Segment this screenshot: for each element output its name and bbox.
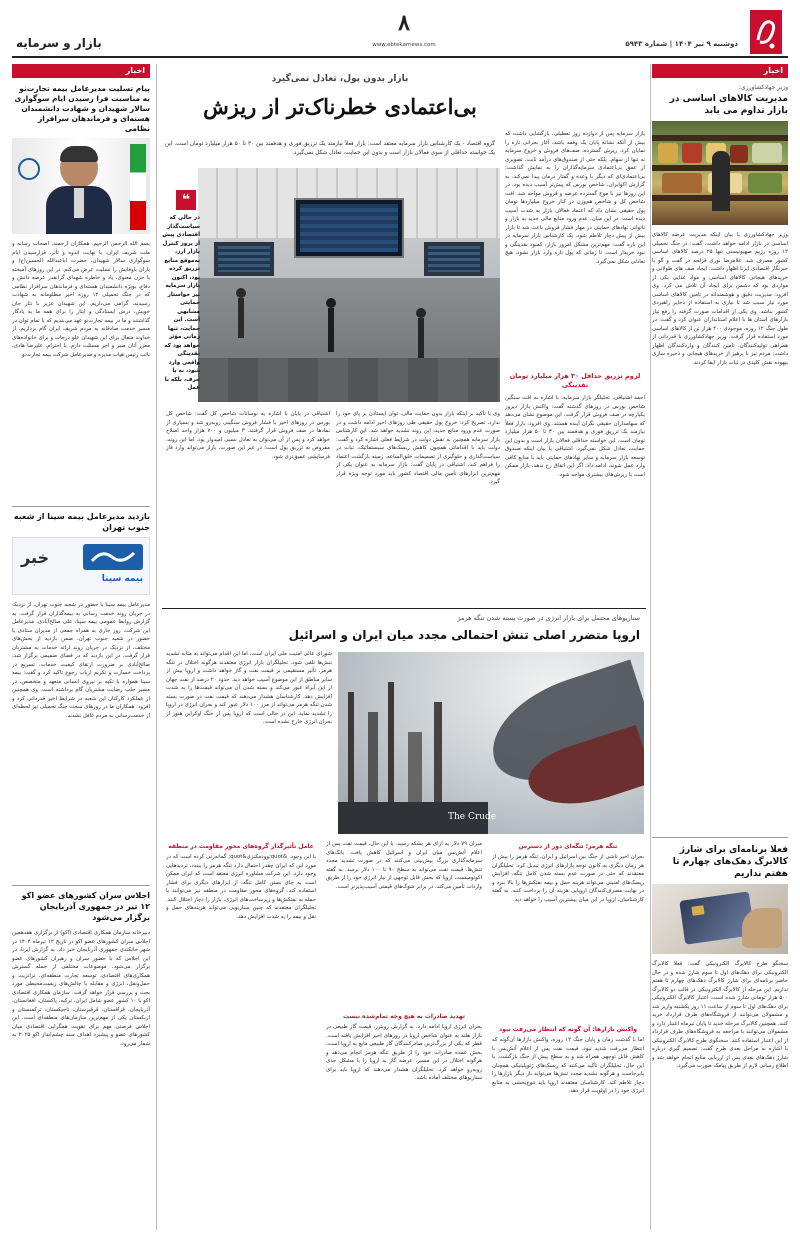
main-article-lead: گروه اقتصاد - یک کارشناس بازار سرمایه معتقد است: بازار فعلاً نیازمند یک تزریق فوری و هدفمند بین ۳۰ تا ۵۰ هزار میلیارد تومان است. این یک خواسته حداقلی از سوی فعالان بازار است و بدون این حمایت، تعادل شکل نمی‌گیرد. — [165, 141, 495, 156]
second-article-body3: میزان ۷۹ دلار به ازای هر بشکه رسید. با این حال، قیمت نفت پس از اعلام آتش‌بس میان ایران و اسرائیل کاهش یافت. بانک‌های سرمایه‌گذاری بزرگ پیش‌بینی می‌کنند که در صورت تشدید مجدد تنش‌ها، قیمت نفت می‌تواند به سطح ۹۰ تا ۱۰۰ دلار برسد. به گفته اکونومیست، اروپا که بخش قابل توجهی از نیاز انرژی خود را از طریق واردات تأمین می‌کند، در برابر شوک‌های قیمتی آسیب‌پذیرتر است. — [326, 841, 482, 890]
left-item1-title: پیام تسلیت مدیرعامل بیمه تجارت‌نو به مناسبت فرا رسیدن ایام سوگواری سالار شهیدان و شهادت دانشمندان هسته‌ای و فرماندهان سرافراز نظامی — [14, 84, 150, 133]
energy-photo-caption: The Crude — [448, 812, 497, 822]
right-divider — [652, 837, 788, 838]
right-item1-kicker: وزیر جهادکشاورزی: — [738, 84, 788, 91]
right-item2-body: سخنگو طرح کالابرگ الکترونیکی گفت: فعلا کالابرگ الکترونیکی برای دهک‌های اول تا سوم شارژ شده و در حال حاضر برنامه‌ای برای شارژ کالابرگ دهک‌های چهارم تا هفتم نداریم. این مرحله از کالابرگ الکترونیکی در قالب دو کالابرگ ۵۰۰ هزار تومانی شارژ شده است. اعتبار کالابرگ الکترونیکی برای دهک‌های اول تا سوم از ساعت ۱۱ روز یکشنبه واریز شد و مشمولان می‌توانند از فروشگاه‌های طرف قرارداد خرید کنند. همچنین کالابرگ مرحله جدید تا پایان تیرماه اعتبار دارد و مشمولان می‌توانند با مراجعه به فروشگاه‌های طرف قرارداد از این اعتبار استفاده کنند. سخنگوی طرح کالابرگ الکترونیکی با اشاره به مراحل بعدی طرح گفت: تصمیم گیری درباره شارژ دهک‌های بعدی پس از ارزیابی منابع انجام خواهد شد و اطلاع رسانی لازم از طریق پیامک صورت می‌گیرد. — [652, 961, 788, 1069]
main-article-body4-text: اشتیاقی در پایان با اشاره به نوسانات شاخص کل گفت: شاخص کل بورس در روزهای اخیر با فشار فروش سنگینی روبه‌رو شد و بسیاری از نمادها در صف فروش قرار گرفتند. ۳ میلیون و ۷۰۰ هزار واحد اصلاح خواهد کرد و پس از آن می‌توان به تعادل نسبی امیدوار بود. اما این روند، مفروض به تزریق پول است؛ در غیر این صورت، بازار می‌تواند وارد فاز فرسایشی عمیق‌تری شود. — [166, 411, 330, 460]
dateline: دوشنبه ۹ تیر ۱۴۰۴ | شماره ۵۹۴۳ — [625, 40, 738, 48]
main-article-body3 — [336, 410, 500, 552]
second-article-body1 — [166, 650, 332, 836]
second-subhead-1: عامل تأثیرگذار گروه‌های محور مقاومت در منطقه — [168, 843, 314, 850]
left-column — [12, 64, 150, 1230]
sina-logo-word: خبر — [21, 548, 50, 567]
second-subhead-2: تهدید صادرات به هیچ وجه تمام‌شده نیست — [342, 1013, 466, 1020]
second-article-headline: اروپا متضرر اصلی تنش احتمالی مجدد میان ایران و اسرائیل — [288, 628, 640, 642]
second-article-body2: با این وجود، &quot;وودمکنزی&quot; گمانه‌زنی کرده است که در مورد این که ایران چقدر احتمال دارد تنگه هرمز را ببندد، تردیدهایی وجود دارد. این شرکت مشاوره انرژی معتقد است که ایران ممکن است به جای بستن کامل تنگه، از ابزارهای دیگری برای فشار استفاده کند. گروه‌های محور مقاومت در منطقه نیز می‌توانند با حمله به نفتکش‌ها و زیرساخت‌های انرژی، بازار را دچار اختلال کنند. تحلیلگران معتقدند که چنین سناریویی می‌تواند هزینه‌های حمل و نقل و بیمه را به شدت افزایش دهد. — [166, 854, 316, 920]
energy-tanker-photo — [338, 652, 644, 834]
left-item3-body: دبیرخانه سازمان همکاری اقتصادی (اکو) از برگزاری هفدهمین اجلاس سران کشورهای عضو اکو در تاریخ ۱۲ تیرماه ۱۴۰۴ در شهر خانکندی جمهوری آذربایجان خبر داد. به گزارش ایرنا، در این اجلاس که با حضور سران و رهبران کشورهای عضو برگزار می‌شود، موضوعات مختلفی از جمله گسترش همکاری‌های اقتصادی، توسعه تجارت منطقه‌ای، ترانزیت و حمل‌ونقل، انرژی و مقابله با چالش‌های زیست‌محیطی مورد بحث و بررسی قرار خواهد گرفت. سازمان همکاری اقتصادی اکو با ۱۰ کشور عضو شامل ایران، ترکیه، پاکستان، افغانستان، آذربایجان، قزاقستان، قرقیزستان، تاجیکستان، ترکمنستان و ازبکستان یکی از مهم‌ترین سازمان‌های منطقه‌ای است. این اجلاس فرصتی مهم برای تقویت همگرایی اقتصادی میان کشورهای عضو و پیشبرد اهداف سند چشم‌انداز اکو ۲۰۲۵ به شمار می‌رود. — [12, 930, 150, 1047]
right-item1-body: وزیر جهادکشاورزی با بیان اینکه مدیریت عرضه کالاهای اساسی در بازار ادامه خواهد داشت، گفت: در جنگ تحمیلی ۱۲ روزه رژیم صهیونیستی تنها ۲۵ درصد کالاهای اساسی کشور مصرف شد. غلامرضا نوری قزلجه در گفت و گو با خبرنگار اقتصادی ایرنا اظهار داشت: ایجاد صف های طولانی و خریدهای هیجانی کالاهای اساسی و مواد غذایی یکی از مواردی بود که دشمن برای ایجاد آن تلاش می کرد. وی افزود: مدیریت دقیق و هوشمندانه در تامین کالاهای اساسی مورد نیاز سبب شد تا نیازی به استفاده از ذخایر راهبردی کشور نباشد. وی یکی از اقدامات صورت گرفته را رفع نیاز بازارهای استان ها با اعلام استانداران عنوان کرد و گفت: در طول جنگ ۱۲ روزه، موجودی ۴۰۰ هزار تن از کالاهای اساسی مورد استفاده قرار گرفت. وزیر جهادکشاورزی با قدردانی از همراهی تولیدکنندگان، تامین کنندگان و واردکنندگان اظهار داشت: مردم نیز با پرهیز از خریدهای هیجانی و ذخیره سازی بیهوده نقش کلیدی در ثبات بازار ایفا کردند. — [652, 232, 788, 366]
left-item2-body: مدیرعامل بیمه سینا با حضور در شعبه جنوب تهران، از نزدیک در جریان روند خدمت رسانی به بیمه‌گذاران قرار گرفت. به گزارش روابط عمومی بیمه سینا، علی صالح‌آبادی، مدیرعامل این شرکت، روز جاری به همراه جمعی از مدیران ستادی با حضور در شعبه جنوب تهران، ضمن بازدید از بخش‌های مختلف، از نزدیک در جریان روند ارائه خدمات به مشتریان قرار گرفت. در این بازدید که در فضای صمیمی برگزار شد، صالح‌آبادی بر ضرورت ارتقای کیفیت خدمات، تسریع در پرداخت خسارت و تکریم ارباب رجوع تاکید کرد و گفت: بیمه سینا همواره با تکیه بر نیروی انسانی متعهد و متخصص، در مسیر جلب رضایت مشتریان گام برداشته است. وی همچنین از عملکرد کارکنان این شعبه در شرایط اخیر قدردانی کرد و افزود: همکاران ما در روزهای سخت جنگ تحمیلی نیز لحظه‌ای از خدمت‌رسانی به مردم غافل نشدند. — [12, 602, 150, 719]
left-item3-title: اجلاس سران کشورهای عضو اکو ۱۲ تیر در جمهوری آذربایجان برگزار می‌شود — [21, 891, 150, 922]
left-item2-title: بازدید مدیرعامل بیمه سینا از شعبه جنوب تهران — [13, 512, 150, 532]
page-number: ۸ — [398, 10, 410, 36]
website-url[interactable]: www.ebtekarnews.com — [372, 42, 436, 48]
main-article-body4 — [166, 410, 330, 552]
ceo-portrait — [12, 138, 150, 234]
masthead-rule — [12, 56, 788, 58]
second-article-body6: اما با گذشت زمان و پایان جنگ ۱۲ روزه، واکنش بازارها آن‌گونه که انتظار می‌رفت شدید نبود. قیمت نفت پس از اعلام آتش‌بس با کاهش قابل توجهی همراه شد و به سطح پیش از جنگ بازگشت. با این حال، تحلیلگران تأکید می‌کنند که ریسک‌های ژئوپلیتیکی همچنان پابرجاست و هرگونه تشدید مجدد تنش‌ها می‌تواند بار دیگر بازارها را دچار تلاطم کند. کارشناسان معتقدند اروپا باید تنوع‌بخشی به منابع انرژی خود را در اولویت قرار دهد. — [492, 1037, 644, 1094]
main-sidebar-quote: در حالی که سیاست‌گذار اقتصادی پیش از بروز کنترل بازار ارز، به‌موقع منابع تزریق کرده بود، اکنون بازار سرمایه نیز خواستار حمایتی مشابهی است. این حمایت، تنها زمانی مؤثر خواهد بود که نقدینگی واقعی وارد شود، نه با حرف، بلکه با عمل — [162, 215, 200, 391]
main-article-pullquote: لزوم تزریق حداقل ۳۰ هزار میلیارد تومان نقدینگی — [509, 372, 641, 389]
second-article-body1-text: شوراى عالى امنيت ملى ايران است، اما اين اقدام مى‌تواند به مثابه تشديد تنش‌ها تلقى شود. تحليلگران بازار انرژى معتقدند هرگونه اختلال در تنگه هرمز، تأثير مستقيمى بر قيمت نفت و گاز خواهد داشت و اروپا بيش از ساير مناطق از اين موضوع آسيب خواهد ديد. حدود ۲۰ درصد از نفت جهان از اين آبراه عبور مى‌كند و بسته شدن آن مى‌تواند قيمت‌ها را به شدت افزايش دهد. كارشناسان هشدار مى‌دهند كه قيمت نفت در صورت بسته شدن تنگه هرمز مى‌تواند از مرز ۱۰۰ دلار عبور كند و بحران انرژى در اروپا را تشديد نمايد. اين در حالى است كه اروپا پس از جنگ اوكراين هنوز از بحران انرژى خارج نشده است. — [166, 651, 332, 725]
second-article-body4: بحران انرژی اروپا ادامه دارد. به گزارش رویترز، قیمت گاز طبیعی در بازار هلند به عنوان شاخص اروپا در روزهای اخیر افزایش یافته است. قطر که یکی از بزرگ‌ترین صادرکنندگان گاز طبیعی مایع به اروپا است، بخش عمده صادرات خود را از طریق تنگه هرمز انجام می‌دهد و هرگونه اختلال در این مسیر، عرضه گاز به اروپا را با مشکل جدی روبه‌رو خواهد کرد. تحلیلگران هشدار می‌دهند که اروپا باید برای سناریوهای مختلف آماده باشد. — [326, 1024, 482, 1081]
sina-insurance-logo — [12, 537, 150, 595]
section-title: بازار و سرمایه — [16, 36, 102, 50]
stock-exchange-photo — [198, 168, 500, 402]
left-news-tag: اخبار — [12, 64, 150, 78]
main-article-body1 — [505, 130, 645, 370]
main-article-body2-text: احمد اشتیاقی، تحلیلگر بازار سرمایه، با اشاره به افت سنگین شاخص بورس در روزهای گذشته گفت: واکنش بازار دیروز یکپارچه در صف فروش قرار گرفت. این موضوع نشان می‌دهد که سهامداران حقیقی نگران آینده هستند. وی افزود: بازار فعلاً نیازمند یک تزریق فوری و هدفمند بین ۳۰ تا ۵۰ هزار میلیارد تومان است. این خواسته حداقلی فعالان بازار است و بدون این حمایت، تعادل شکل نمی‌گیرد. اشتیاقی با بیان اینکه صندوق توسعه بازار سرمایه و سایر نهادهای حمایتی باید با منابع کافی وارد عمل شوند، ادامه داد: اگر این اتفاق رخ ندهد، بازار ممکن است با ریزش‌های بیشتری مواجه شود. — [505, 395, 645, 478]
left-column-rule — [156, 64, 157, 1230]
second-article-body5: بحران اخیر ناشی از جنگ بین اسرائیل و ایران، تنگه هرمز را بیش از هر زمان دیگری به کانون توجه بازارهای انرژی تبدیل کرد. تحلیلگران معتقدند که حتی در صورت عدم بسته شدن کامل تنگه، افزایش ریسک‌های امنیتی می‌تواند هزینه حمل و بیمه نفتکش‌ها را بالا ببرد و در نهایت مصرف‌کنندگان اروپایی هزینه آن را پرداخت کنند. به گفته کارشناسان، اروپا در این میان بیشترین آسیب را خواهد دید. — [492, 854, 644, 903]
right-news-tag: اخبار — [652, 64, 788, 78]
left-item1-body: بسم الله الرحمن الرحیم. همکاران ارجمند، اصحاب رسانه و ملت شریف ایران. با نهایت اندوه و تأثر، فرارسیدن ایام سوگواری سالار شهیدان، حضرت اباعبدالله الحسین(ع) و یاران باوفایش را تسلیت عرض می‌کنم. در این روزهای آمیخته با حزن معنوی، یاد و خاطره شهدای گرانقدر عرصه دانش و دفاع، بویژه دانشمندان هسته‌ای و فرماندهان سرافراز نظامی که در جنگ تحمیلی ۱۲ روزه اخیر مظلومانه به شهادت رسیدند، گرامی می‌داریم. این شهیدان عزیز با نثار جان خویش، درس ایستادگی و ایثار را برای همه ما به یادگار گذاشتند و ما در بیمه تجارت‌نو عهد می‌بندیم که با تمام توان در مسیر خدمت صادقانه به مردم شریف ایران گام برداریم. از خداوند متعال برای این شهیدان علو درجات و برای خانواده‌های معزز آنان صبر و اجر مسئلت دارم. با احترام، علیرضا هادی، نائب رئیس هیات مدیره و مدیرعامل شرکت بیمه تجارت‌نو — [12, 241, 150, 358]
right-column — [652, 64, 788, 1230]
sina-logo-text: بیمه سینا — [101, 574, 143, 584]
second-subhead-3: تنگه هرمز؛ تنگه‌ای دور از دسترس — [518, 843, 618, 850]
main-article-headline: بی‌اعتمادی خطرناک‌تر از ریزش — [203, 94, 477, 119]
masthead — [0, 0, 800, 60]
masthead-logo — [750, 10, 782, 54]
ebtekar-logo-icon — [750, 10, 782, 54]
sina-brand-icon — [83, 544, 143, 570]
main-article-kicker: بازار بدون پول، تعادل نمی‌گیرد — [271, 74, 409, 84]
right-item1-title: مدیریت کالاهای اساسی در بازار تداوم می یابد — [669, 94, 788, 116]
card-payment-image — [652, 884, 788, 954]
main-article-body1-text: بازار سرمایه پس از دوازده روز تعطیلی، بازگشایی داشت که بیش از آنکه نشانه پایان یک وقفه باشد، آغاز بحرانی تازه را نمایان کرد. ریزش گسترده، صف‌های فروش و خروج سرمایه نه تنها از سهام، بلکه حتی از صندوق‌های درآمد ثابت، تصویری از عمق بی‌اعتمادی سرمایه‌گذاران را به نمایش گذاشت؛ بی‌اعتمادی‌ای که دیگر با وعده و گفتار درمان پیدا نمی‌کند. به گزارش اکوایران، شاخص بورس که پیش‌تر آسیب دیده بود، در این روزها نیز با موج گسترده عرضه و فروش مواجه شد. افت شاخص کل و شاخص هم‌وزن در کنار خروج میلیاردها تومان پول حقیقی نشان داد که اعتماد فعالان بازار به شدت آسیب دیده است. در این میان، عدم ورود منابع مالی جدید به بازار و ناتوانی نهادهای حمایتی در مهار فشار فروش باعث شد تا بازار بیش از پیش دچار تلاطم شود. یک کارشناس بازار سرمایه در این باره گفت: مهم‌ترین مشکل امروز بازار، کمبود نقدینگی و نبود خریدار است. تا زمانی که پول تازه وارد بازار نشود، هیچ تعادلی شکل نمی‌گیرد. — [505, 131, 645, 265]
main-article-body2 — [505, 394, 645, 606]
left-divider-2 — [12, 885, 150, 886]
main-article-body3-text: وی با تأکید بر اینکه بازار بدون حمایت مالی، توان ایستادن بر پای خود را ندارد، تصریح کرد: خروج پول حقیقی طی روزهای اخیر ادامه داشت و در صورت عدم ورود منابع جدید، این روند تشدید خواهد شد. این کارشناس بازار سرمایه همچنین به نقش دولت در شرایط فعلی اشاره کرد و گفت: دولت باید با اقداماتی همچون کاهش ریسک‌های سیستماتیک، ثبات در سیاست‌گذاری و جلوگیری از تصمیمات خلق‌الساعه، زمینه بازگشت اعتماد را فراهم کند. اشتیاقی در پایان گفت: بازار سرمایه به عنوان یکی از مهم‌ترین ابزارهای تأمین مالی اقتصاد کشور باید مورد توجه ویژه قرار گیرد. — [336, 411, 500, 485]
right-column-rule — [650, 64, 651, 1230]
second-article-column-a — [492, 840, 644, 1228]
second-subhead-4: واکنش بازارها: آن گونه که انتظار می‌رفت نبود — [499, 1026, 637, 1033]
article-separator — [162, 608, 646, 609]
left-divider-1 — [12, 506, 150, 507]
second-article-column-c — [166, 840, 316, 1228]
second-article-kicker: سناریوهای محتمل برای بازار انرژی در صورت بسته شدن تنگه هرمز — [457, 614, 640, 622]
right-item2-title: فعلا برنامه‌ای برای شارژ کالابرگ دهک‌های چهارم تا هفتم نداریم — [672, 845, 788, 879]
quote-mark-icon: ❝ — [176, 190, 196, 210]
second-article-column-b — [326, 840, 482, 1228]
market-shelves-image — [652, 121, 788, 225]
